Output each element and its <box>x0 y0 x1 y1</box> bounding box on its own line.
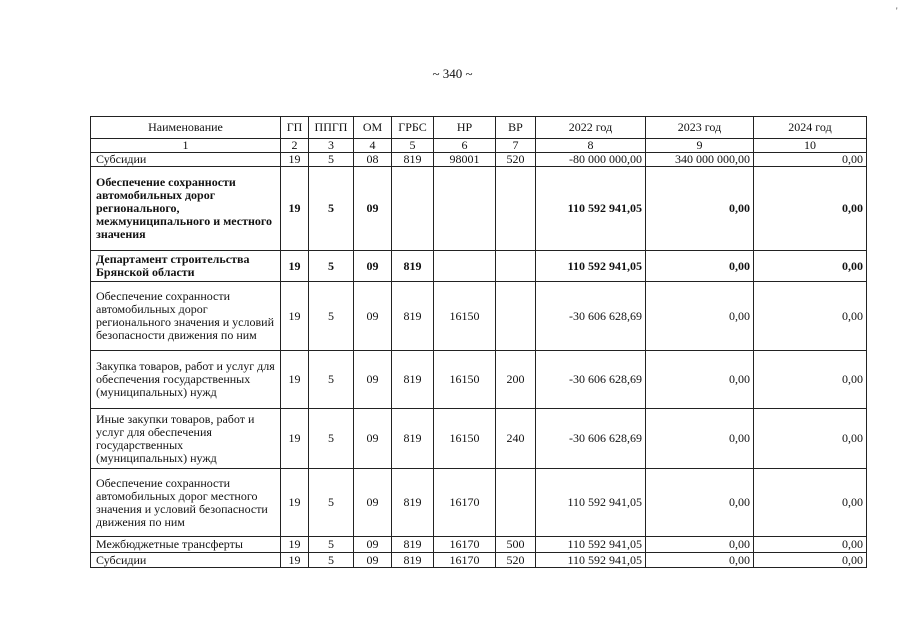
cell-2022: -30 606 628,69 <box>536 282 646 351</box>
cell-2022: 110 592 941,05 <box>536 553 646 568</box>
cell-vr: 200 <box>496 351 536 409</box>
cell-grbs: 819 <box>392 251 434 282</box>
cell-grbs: 819 <box>392 153 434 167</box>
corner-mark: ' <box>896 6 898 16</box>
cell-2023: 0,00 <box>646 537 754 553</box>
cell-grbs: 819 <box>392 351 434 409</box>
header-2022: 2022 год <box>536 117 646 139</box>
cell-gp: 19 <box>281 167 309 251</box>
cell-gp: 19 <box>281 351 309 409</box>
cell-2023: 0,00 <box>646 553 754 568</box>
cell-om: 08 <box>354 153 392 167</box>
cell-gp: 19 <box>281 469 309 537</box>
cell-grbs: 819 <box>392 409 434 469</box>
cell-2022: -30 606 628,69 <box>536 409 646 469</box>
cell-gp: 19 <box>281 409 309 469</box>
column-number: 1 <box>91 139 281 153</box>
cell-name: Межбюджетные трансферты <box>91 537 281 553</box>
cell-2022: -30 606 628,69 <box>536 351 646 409</box>
cell-om: 09 <box>354 537 392 553</box>
header-grbs: ГРБС <box>392 117 434 139</box>
cell-ppgp: 5 <box>309 537 354 553</box>
cell-grbs: 819 <box>392 282 434 351</box>
cell-name: Обеспечение сохранности автомобильных дорог регионального, межмуниципального и местного значения <box>91 167 281 251</box>
cell-ppgp: 5 <box>309 153 354 167</box>
cell-2023: 0,00 <box>646 351 754 409</box>
header-nr: НР <box>434 117 496 139</box>
cell-name: Субсидии <box>91 553 281 568</box>
cell-2023: 0,00 <box>646 251 754 282</box>
table-row <box>91 469 867 537</box>
table-row <box>91 251 867 282</box>
table-row <box>91 537 867 553</box>
table-row <box>91 282 867 351</box>
cell-om: 09 <box>354 251 392 282</box>
cell-2022: 110 592 941,05 <box>536 251 646 282</box>
cell-grbs <box>392 167 434 251</box>
column-number: 8 <box>536 139 646 153</box>
table-row <box>91 351 867 409</box>
cell-vr <box>496 167 536 251</box>
cell-vr: 520 <box>496 553 536 568</box>
cell-name: Департамент строительства Брянской области <box>91 251 281 282</box>
column-number-row <box>91 139 867 153</box>
cell-om: 09 <box>354 282 392 351</box>
cell-vr <box>496 282 536 351</box>
cell-ppgp: 5 <box>309 167 354 251</box>
cell-2024: 0,00 <box>754 553 867 568</box>
cell-2024: 0,00 <box>754 251 867 282</box>
cell-nr <box>434 167 496 251</box>
column-number: 5 <box>392 139 434 153</box>
cell-gp: 19 <box>281 553 309 568</box>
header-2023: 2023 год <box>646 117 754 139</box>
table-row <box>91 409 867 469</box>
cell-2023: 0,00 <box>646 409 754 469</box>
cell-2023: 0,00 <box>646 167 754 251</box>
cell-vr: 520 <box>496 153 536 167</box>
cell-nr: 16150 <box>434 409 496 469</box>
cell-name: Обеспечение сохранности автомобильных дорог местного значения и условий безопасности движения по ним <box>91 469 281 537</box>
cell-nr: 16170 <box>434 553 496 568</box>
column-number: 9 <box>646 139 754 153</box>
cell-nr: 16150 <box>434 282 496 351</box>
cell-2024: 0,00 <box>754 153 867 167</box>
cell-ppgp: 5 <box>309 251 354 282</box>
cell-gp: 19 <box>281 153 309 167</box>
table-row <box>91 153 867 167</box>
cell-om: 09 <box>354 409 392 469</box>
page-number: ~ 340 ~ <box>432 66 473 81</box>
cell-om: 09 <box>354 167 392 251</box>
header-om: ОМ <box>354 117 392 139</box>
cell-grbs: 819 <box>392 469 434 537</box>
cell-2022: -80 000 000,00 <box>536 153 646 167</box>
cell-2024: 0,00 <box>754 409 867 469</box>
header-name: Наименование <box>91 117 281 139</box>
cell-nr: 98001 <box>434 153 496 167</box>
cell-vr: 240 <box>496 409 536 469</box>
cell-2024: 0,00 <box>754 469 867 537</box>
table-row <box>91 553 867 568</box>
cell-vr: 500 <box>496 537 536 553</box>
column-number: 2 <box>281 139 309 153</box>
cell-2024: 0,00 <box>754 167 867 251</box>
cell-nr: 16150 <box>434 351 496 409</box>
header-vr: ВР <box>496 117 536 139</box>
column-number: 4 <box>354 139 392 153</box>
cell-om: 09 <box>354 351 392 409</box>
cell-2022: 110 592 941,05 <box>536 469 646 537</box>
cell-2023: 0,00 <box>646 469 754 537</box>
cell-vr <box>496 251 536 282</box>
cell-vr <box>496 469 536 537</box>
cell-ppgp: 5 <box>309 351 354 409</box>
header-ppgp: ППГП <box>309 117 354 139</box>
cell-name: Обеспечение сохранности автомобильных дорог регионального значения и условий безопасности движения по ним <box>91 282 281 351</box>
cell-nr: 16170 <box>434 537 496 553</box>
cell-2024: 0,00 <box>754 282 867 351</box>
header-row <box>91 117 867 139</box>
cell-nr <box>434 251 496 282</box>
cell-2024: 0,00 <box>754 351 867 409</box>
cell-name: Закупка товаров, работ и услуг для обеспечения государственных (муниципальных) нужд <box>91 351 281 409</box>
cell-om: 09 <box>354 469 392 537</box>
cell-2023: 0,00 <box>646 282 754 351</box>
cell-ppgp: 5 <box>309 282 354 351</box>
cell-om: 09 <box>354 553 392 568</box>
header-gp: ГП <box>281 117 309 139</box>
cell-gp: 19 <box>281 251 309 282</box>
cell-gp: 19 <box>281 282 309 351</box>
cell-ppgp: 5 <box>309 409 354 469</box>
cell-2023: 340 000 000,00 <box>646 153 754 167</box>
header-2024: 2024 год <box>754 117 867 139</box>
cell-name: Субсидии <box>91 153 281 167</box>
cell-ppgp: 5 <box>309 469 354 537</box>
column-number: 10 <box>754 139 867 153</box>
column-number: 7 <box>496 139 536 153</box>
cell-name: Иные закупки товаров, работ и услуг для обеспечения государственных (муниципальных) нужд <box>91 409 281 469</box>
table-row <box>91 167 867 251</box>
column-number: 6 <box>434 139 496 153</box>
cell-gp: 19 <box>281 537 309 553</box>
column-number: 3 <box>309 139 354 153</box>
cell-grbs: 819 <box>392 537 434 553</box>
cell-ppgp: 5 <box>309 553 354 568</box>
cell-grbs: 819 <box>392 553 434 568</box>
cell-2022: 110 592 941,05 <box>536 537 646 553</box>
cell-nr: 16170 <box>434 469 496 537</box>
cell-2022: 110 592 941,05 <box>536 167 646 251</box>
budget-table <box>90 116 867 568</box>
cell-2024: 0,00 <box>754 537 867 553</box>
